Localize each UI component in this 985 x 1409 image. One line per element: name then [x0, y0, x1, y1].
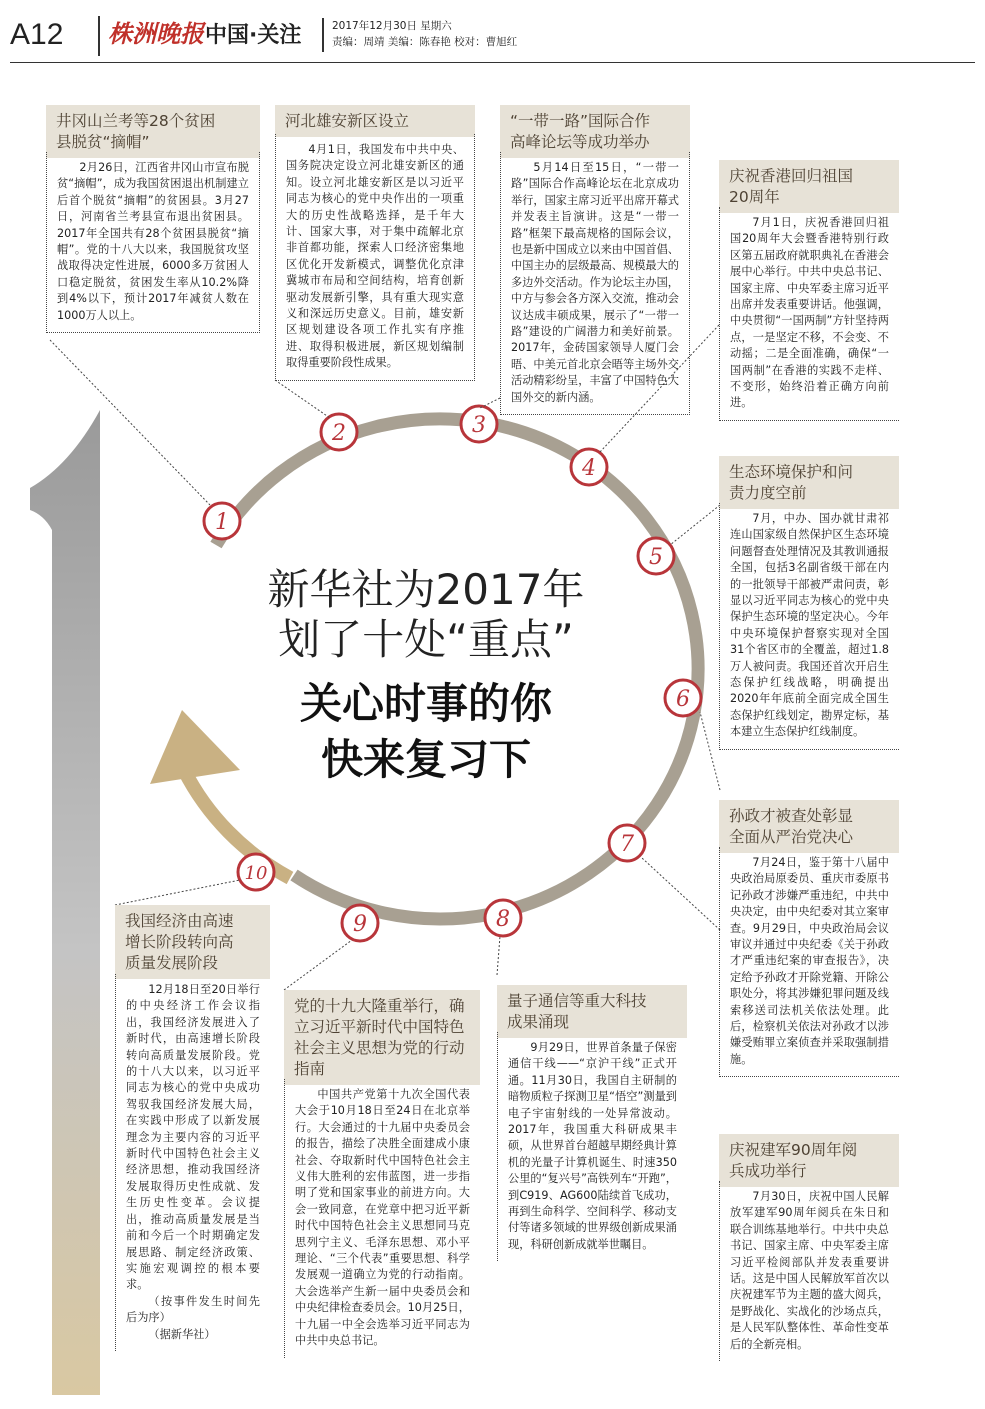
marker-4 — [571, 449, 607, 485]
marker-3 — [461, 406, 497, 442]
marker-10 — [238, 854, 274, 890]
item-10-title: 我国经济由高速 增长阶段转向高 质量发展阶段 — [115, 905, 270, 979]
item-2-body: 4月1日，我国发布中共中央、国务院决定设立河北雄安新区的通知。设立河北雄安新区是以习近平同志为核心的党中央作出的一项重大的历史性战略选择，是千年大计、国家大事，对于集中疏解北京非首都功能，探索人口经济密集地区优化开发新模式，调整优化京津冀城市布局和空间结构，培育创新驱动发展新引擎，具有重大现实意义和深远历史意义。目前，雄安新区规划建设各项工作扎实有序推进、取得积极进展，新区规划编制取得重要阶段性成果。 — [275, 134, 475, 381]
issue-date: 2017年12月30日 星期六 — [332, 20, 452, 32]
svg-text:3: 3 — [472, 413, 486, 438]
item-1-title: 井冈山兰考等28个贫困 县脱贫“摘帽” — [46, 105, 260, 158]
item-5-body: 7月，中办、国办就甘肃祁连山国家级自然保护区生态环境问题督查处理情况及其教训通报全国，包括3名副省级干部在内的一批领导干部被严肃问责，彰显以习近平同志为核心的党中央保护生态环境的坚定决心。今年中央环境保护督察实现对全国31个省区市的全覆盖，超过1.8万人被问责。我国还首次开启生态保护红线战略，明确提出2020年年底前全面完成全国生态保护红线划定，勘界定标，基本建立生态保护红线制度。 — [719, 503, 899, 750]
order-note: （按事件发生时间先后为序） — [126, 1294, 260, 1325]
source-credit: （据新华社） — [148, 1327, 216, 1341]
marker-1 — [204, 503, 240, 539]
item-6-title: 孙政才被查处彰显 全面从严治党决心 — [719, 800, 899, 853]
item-6-body: 7月24日，鉴于第十八届中央政治局原委员、重庆市委原书记孙政才涉嫌严重违纪，中共中央决定，由中央纪委对其立案审查。9月29日，中央政治局会议审议并通过中央纪委《关于孙政才严重违纪案的审查报告》，决定给予孙政才开除党籍、开除公职处分，将其涉嫌犯罪问题及线索移送司法机关依法处理。此后，检察机关依法对孙政才以涉嫌受贿罪立案侦查并采取强制措施。 — [719, 847, 899, 1077]
svg-text:8: 8 — [496, 907, 510, 932]
item-4-body: 7月1日，庆祝香港回归祖国20周年大会暨香港特别行政区第五届政府就职典礼在香港会展中心举行。中共中央总书记、国家主席、中央军委主席习近平出席并发表重要讲话。他强调，中央贯彻“一国两制”方针坚持两点，一是坚定不移，不会变、不动摇；二是全面准确，确保“一国两制”在香港的实践不走样、不变形，始终沿着正确方向前进。 — [719, 207, 899, 421]
svg-text:1: 1 — [215, 510, 229, 535]
marker-2 — [321, 414, 357, 450]
page-number: A12 — [10, 18, 64, 51]
marker-6 — [665, 680, 701, 716]
item-9-body: 中国共产党第十九次全国代表大会于10月18日至24日在北京举行。大会通过的十九届中央委员会的报告，描绘了决胜全面建成小康社会、夺取新时代中国特色社会主义伟大胜利的宏伟蓝图，进一步指明了党和国家事业的前进方向。大会一致同意，在党章中把习近平新时代中国特色社会主义思想同马克思列宁主义、毛泽东思想、邓小平理论、“三个代表”重要思想、科学发展观一道确立为党的行动指南。大会选举产生新一届中央委员会和中央纪律检查委员会。10月25日，十九届一中全会选举习近平同志为中共中央总书记。 — [284, 1079, 480, 1358]
item-8-body: 9月29日，世界首条量子保密通信干线——“京沪干线”正式开通。11月30日，我国自主研制的暗物质粒子探测卫星“悟空”测量到电子宇宙射线的一处异常波动。2017年，我国重大科研成果丰硕，从世界首台超越早期经典计算机的光量子计算机诞生、时速350公里的“复兴号”高铁列车“开跑”，到C919、AG600陆续首飞成功，再到生命科学、空间科学、移动支付等诸多领域的世界级创新成果涌现，科研创新成就举世瞩目。 — [497, 1032, 687, 1261]
item-8-title: 量子通信等重大科技 成果涌现 — [497, 985, 687, 1038]
editor-credits: 责编：周靖 美编：陈春艳 校对：曹旭红 — [332, 36, 518, 48]
headline-line-4: 快来复习下 — [320, 735, 531, 784]
svg-text:2: 2 — [332, 421, 346, 446]
item-9-title: 党的十九大隆重举行，确 立习近平新时代中国特色 社会主义思想为党的行动 指南 — [284, 990, 480, 1085]
svg-text:7: 7 — [620, 832, 634, 857]
headline-line-3: 关心时事的你 — [299, 679, 552, 728]
marker-7 — [609, 825, 645, 861]
svg-text:9: 9 — [353, 912, 367, 937]
marker-8 — [485, 900, 521, 936]
marker-9 — [342, 905, 378, 941]
item-7-title: 庆祝建军90周年阅 兵成功举行 — [719, 1134, 899, 1187]
item-3-title: “一带一路”国际合作 高峰论坛等成功举办 — [500, 105, 690, 158]
item-2-title: 河北雄安新区设立 — [275, 105, 475, 137]
item-7-body: 7月30日，庆祝中国人民解放军建军90周年阅兵在朱日和联合训练基地举行。中共中央总书记、国家主席、中央军委主席习近平检阅部队并发表重要讲话。这是中国人民解放军首次以庆祝建军节为主题的盛大阅兵，是野战化、实战化的沙场点兵，是人民军队整体性、革命性变革后的全新亮相。 — [719, 1181, 899, 1361]
item-10-body: 12月18日至20日举行的中央经济工作会议指出，我国经济发展进入了新时代，由高速增长阶段转向高质量发展阶段。党的十八大以来，以习近平同志为核心的党中央成功驾驭我国经济发展大局，在实践中形成了以新发展理念为主要内容的习近平新时代中国特色社会主义经济思想，推动我国经济发展取得历史性成就、发生历史性变革。会议提出，推动高质量发展是当前和今后一个时期确定发展思路、制定经济政策、实施宏观调控的根本要求。 （按事件发生时间先后为序） （据新华社） — [115, 974, 270, 1351]
item-3-body: 5月14日至15日，“一带一路”国际合作高峰论坛在北京成功举行，国家主席习近平出席开幕式并发表主旨演讲。这是“一带一路”框架下最高规格的国际会议，也是新中国成立以来由中国首倡、中国主办的层级最高、规模最大的多边外交活动。作为论坛主办国，中方与参会各方深入交流，推动会议达成丰硕成果，展示了“一带一路”建设的广阔潜力和美好前景。2017年，金砖国家领导人厦门会晤、中美元首北京会晤等主场外交活动精彩纷呈，丰富了中国特色大国外交的新内涵。 — [500, 152, 690, 415]
headline-line-1: 新华社为2017年 — [267, 565, 585, 614]
item-5-title: 生态环境保护和问 责力度空前 — [719, 456, 899, 509]
item-1-body: 2月26日，江西省井冈山市宣布脱贫“摘帽”，成为我国贫困退出机制建立后首个脱贫“摘帽”的贫困县。3月27日，河南省兰考县宣布退出贫困县。2017年全国共有28个贫困县脱贫“摘帽”。党的十八大以来，我国脱贫攻坚战取得决定性进展，6000多万贫困人口稳定脱贫，贫困发生率从10.2%降到4%以下，预计2017年减贫人数在1000万人以上。 — [46, 152, 260, 333]
svg-text:10: 10 — [244, 863, 268, 884]
svg-text:6: 6 — [676, 687, 690, 712]
section-title: 中国·关注 — [205, 23, 302, 48]
svg-text:4: 4 — [582, 456, 596, 481]
headline-line-2: 划了十处“重点” — [278, 615, 574, 664]
item-4-title: 庆祝香港回归祖国 20周年 — [719, 160, 899, 213]
svg-text:5: 5 — [649, 545, 663, 570]
newspaper-masthead: 株洲晚报 — [108, 19, 204, 48]
